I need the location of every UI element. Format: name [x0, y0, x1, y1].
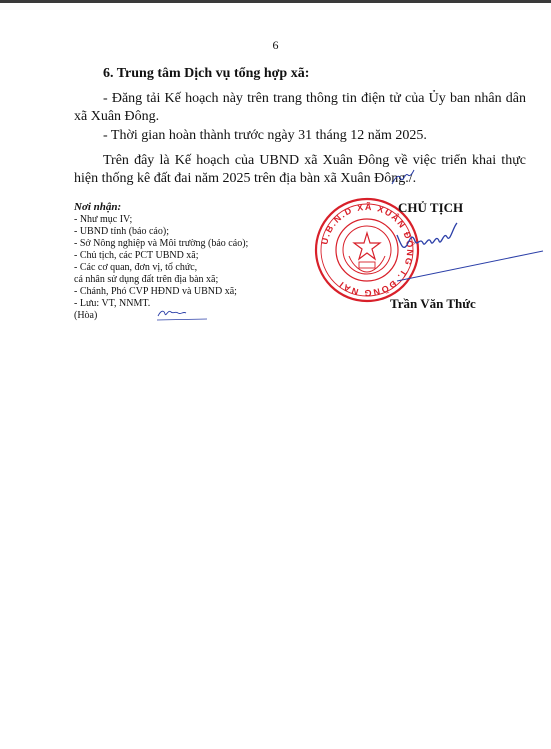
section-item: - Thời gian hoàn thành trước ngày 31 tháng 12 năm 2025. [103, 128, 427, 143]
recipient-item: - Như mục IV; [74, 214, 133, 225]
recipients-title: Nơi nhận: [74, 201, 122, 213]
page-number: 6 [272, 38, 279, 52]
recipient-item: (Hòa) [74, 310, 98, 321]
section-item: - Đăng tải Kế hoạch này trên trang thông tin điện tử của Ủy ban nhân dân xã Xuân Đông. [74, 91, 526, 124]
handwritten-initials [155, 304, 210, 324]
signature [395, 215, 545, 295]
recipient-item: - Sở Nông nghiệp và Môi trường (báo cáo); [74, 238, 249, 249]
recipient-item: - Chánh, Phó CVP HĐND và UBND xã; [74, 286, 237, 297]
recipient-item: - Chủ tịch, các PCT UBND xã; [74, 250, 199, 261]
recipient-item: - UBND tỉnh (báo cáo); [74, 226, 169, 237]
recipient-item: - Các cơ quan, đơn vị, tổ chức, [74, 262, 198, 273]
signer-title: CHỦ TỊCH [398, 200, 464, 215]
section-heading: 6. Trung tâm Dịch vụ tổng hợp xã: [103, 66, 310, 81]
recipient-item: cá nhân sử dụng đất trên địa bàn xã; [74, 274, 219, 285]
signer-name: Trần Văn Thức [390, 296, 476, 311]
seal-text: U.B.N.D XÃ XUÂN ĐÔNG T. ĐỒNG NAI [319, 201, 416, 299]
recipient-item: - Lưu: VT, NNMT. [74, 298, 151, 309]
initial-mark [390, 166, 416, 188]
top-border [0, 0, 551, 3]
closing-paragraph: Trên đây là Kế hoạch của UBND xã Xuân Đông về việc triển khai thực hiện thống kê đất đai năm 2025 trên địa bàn xã Xuân Đông./. [74, 153, 526, 186]
emblem-icon [343, 226, 391, 274]
